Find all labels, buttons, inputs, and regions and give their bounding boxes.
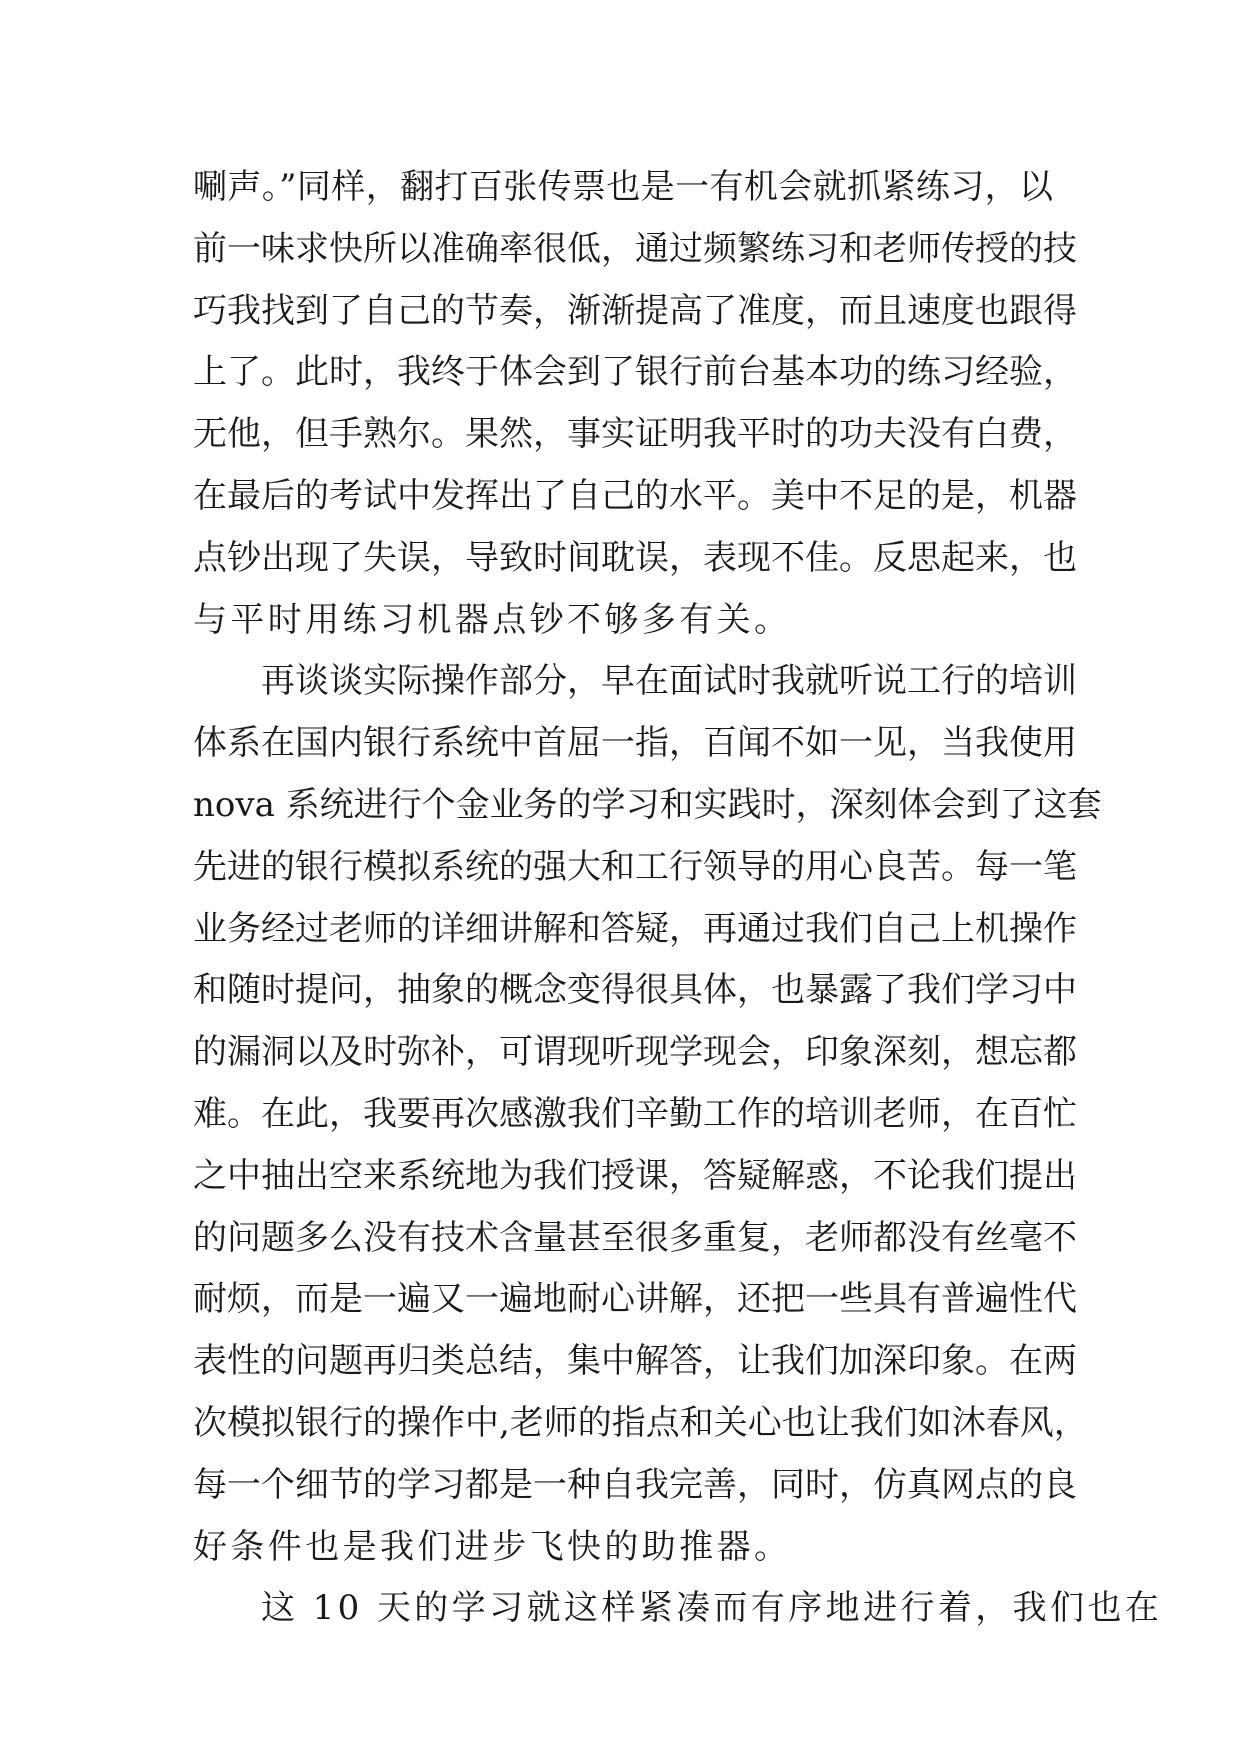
paragraph (193, 651, 1102, 1578)
text-line: nova 系统进行个金业务的学习和实践时，深刻体会到了这套 (193, 784, 1102, 825)
text-line: 无他，但手熟尔。果然，事实证明我平时的功夫没有白费， (193, 414, 1077, 455)
text-line: 次模拟银行的操作中,老师的指点和关心也让我们如沐春风， (193, 1402, 1088, 1443)
text-line: 之中抽出空来系统地为我们授课，答疑解惑，不论我们提出 (193, 1155, 1077, 1196)
text-line: 这 10 天的学习就这样紧凑而有序地进行着，我们也在 (261, 1588, 1163, 1629)
paragraph (193, 157, 1077, 651)
text-line: 业务经过老师的详细讲解和答疑，再通过我们自己上机操作 (193, 908, 1077, 949)
text-line: 体系在国内银行系统中首屈一指，百闻不如一见，当我使用 (193, 723, 1077, 764)
text-line: 上了。此时，我终于体会到了银行前台基本功的练习经验， (193, 352, 1077, 393)
text-line: 在最后的考试中发挥出了自己的水平。美中不足的是，机器 (193, 475, 1077, 516)
text-line: 表性的问题再归类总结，集中解答，让我们加深印象。在两 (193, 1341, 1077, 1382)
text-line: 每一个细节的学习都是一种自我完善，同时，仿真网点的良 (193, 1464, 1077, 1505)
text-line: 巧我找到了自己的节奏，渐渐提高了准度，而且速度也跟得 (193, 290, 1077, 331)
text-line: 好条件也是我们进步飞快的助推器。 (193, 1526, 792, 1567)
paragraph (193, 1578, 1163, 1640)
text-line: 的漏洞以及时弥补，可谓现听现学现会，印象深刻，想忘都 (193, 1032, 1077, 1073)
text-line: 与平时用练习机器点钞不够多有关。 (193, 599, 792, 640)
text-line: 的问题多么没有技术含量甚至很多重复，老师都没有丝毫不 (193, 1217, 1077, 1258)
text-line: 前一味求快所以准确率很低，通过频繁练习和老师传授的技 (193, 228, 1077, 269)
document-body (193, 157, 1163, 1640)
text-line: 和随时提问，抽象的概念变得很具体，也暴露了我们学习中 (193, 970, 1077, 1011)
text-line: 先进的银行模拟系统的强大和工行领导的用心良苦。每一笔 (193, 846, 1077, 887)
text-line: 唰声。”同样，翻打百张传票也是一有机会就抓紧练习，以 (193, 167, 1053, 207)
text-line: 点钞出现了失误，导致时间耽误，表现不佳。反思起来，也 (193, 537, 1077, 578)
text-line: 难。在此，我要再次感激我们辛勤工作的培训老师，在百忙 (193, 1093, 1077, 1134)
text-line: 再谈谈实际操作部分，早在面试时我就听说工行的培训 (261, 661, 1077, 702)
text-line: 耐烦，而是一遍又一遍地耐心讲解，还把一些具有普遍性代 (193, 1279, 1077, 1320)
